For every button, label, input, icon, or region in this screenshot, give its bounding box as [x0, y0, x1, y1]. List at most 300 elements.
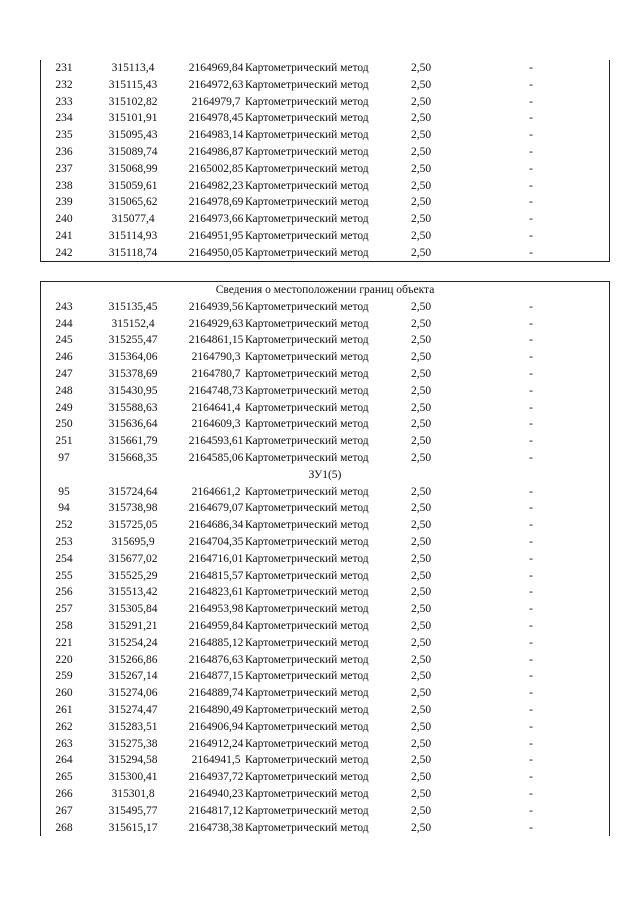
- description-cell: -: [529, 129, 533, 142]
- method-cell: Картометрический метод: [245, 112, 369, 125]
- coord-x-cell: 315113,4: [111, 62, 155, 74]
- coord-y-cell: 2164823,61: [188, 586, 244, 599]
- method-cell: Картометрический метод: [245, 653, 369, 666]
- table-row: [41, 245, 609, 262]
- description-cell: -: [529, 229, 533, 242]
- method-cell: Картометрический метод: [245, 401, 369, 414]
- description-cell: -: [529, 804, 533, 817]
- coord-x-cell: 315291,21: [108, 619, 158, 632]
- coord-y-cell: 2164978,45: [188, 112, 244, 125]
- method-cell: Картометрический метод: [245, 367, 369, 380]
- description-cell: -: [529, 519, 533, 532]
- description-cell: -: [529, 771, 533, 784]
- precision-cell: 2,50: [410, 670, 432, 683]
- table-row: [41, 736, 609, 753]
- coord-y-cell: 2164861,15: [188, 334, 244, 347]
- description-cell: -: [529, 351, 533, 364]
- description-cell: -: [529, 586, 533, 599]
- coord-x-cell: 315738,98: [108, 502, 158, 515]
- table-row: [41, 178, 609, 195]
- method-cell: Картометрический метод: [245, 804, 369, 817]
- coord-y-cell: 2164906,94: [188, 720, 244, 733]
- table-row: [41, 110, 609, 127]
- precision-cell: 2,50: [410, 384, 432, 397]
- method-cell: Картометрический метод: [245, 619, 369, 632]
- method-cell: Картометрический метод: [245, 351, 369, 364]
- description-cell: -: [529, 737, 533, 750]
- table-row: [41, 416, 609, 433]
- precision-cell: 2,50: [410, 636, 432, 649]
- coord-y-cell: 2164885,12: [188, 636, 244, 649]
- table-row: [41, 584, 609, 601]
- precision-cell: 2,50: [410, 179, 432, 192]
- point-number-cell: 238: [55, 179, 73, 192]
- precision-cell: 2,50: [410, 687, 432, 700]
- point-number-cell: 231: [55, 62, 73, 74]
- method-cell: Картометрический метод: [245, 485, 369, 498]
- table-row: [41, 332, 609, 349]
- description-cell: -: [529, 720, 533, 733]
- point-number-cell: 259: [55, 670, 73, 683]
- coord-x-cell: 315275,38: [108, 737, 158, 750]
- table-row: [41, 144, 609, 161]
- precision-cell: 2,50: [410, 95, 432, 108]
- coord-x-cell: 315513,42: [108, 586, 158, 599]
- method-cell: Картометрический метод: [245, 213, 369, 226]
- coord-y-cell: 2164939,56: [188, 300, 244, 313]
- coord-y-cell: 2164983,14: [188, 129, 244, 142]
- precision-cell: 2,50: [410, 502, 432, 515]
- description-cell: -: [529, 703, 533, 716]
- table-row: [41, 161, 609, 178]
- method-cell: Картометрический метод: [245, 129, 369, 142]
- coord-x-cell: 315294,58: [108, 754, 158, 767]
- coord-y-cell: 2164716,01: [188, 552, 244, 565]
- table-row: [41, 719, 609, 736]
- point-number-cell: 256: [55, 586, 73, 599]
- method-cell: Картометрический метод: [245, 703, 369, 716]
- description-cell: -: [529, 670, 533, 683]
- description-cell: -: [529, 636, 533, 649]
- coord-y-cell: 2164982,23: [188, 179, 244, 192]
- boundary-table: [40, 281, 610, 836]
- coord-x-cell: 315677,02: [108, 552, 158, 565]
- coord-x-cell: 315725,05: [108, 519, 158, 532]
- description-cell: -: [529, 418, 533, 431]
- description-cell: -: [529, 300, 533, 313]
- precision-cell: 2,50: [410, 552, 432, 565]
- coord-y-cell: 2164661,2: [191, 485, 241, 498]
- precision-cell: 2,50: [410, 196, 432, 209]
- table-row: [41, 211, 609, 228]
- coord-x-cell: 315525,29: [108, 569, 158, 582]
- precision-cell: 2,50: [410, 112, 432, 125]
- coord-x-cell: 315724,64: [108, 485, 158, 498]
- table-row: [41, 635, 609, 652]
- method-cell: Картометрический метод: [245, 334, 369, 347]
- point-number-cell: 257: [55, 603, 73, 616]
- coord-y-cell: 2164889,74: [188, 687, 244, 700]
- section-title: Сведения о местоположении границ объекта: [215, 284, 435, 296]
- table-row: [41, 127, 609, 144]
- table-body-b: [41, 484, 609, 837]
- table-row: [41, 551, 609, 568]
- table-row: [41, 752, 609, 769]
- description-cell: -: [529, 619, 533, 632]
- coord-y-cell: 2164748,73: [188, 384, 244, 397]
- table-row: [41, 366, 609, 383]
- coord-x-cell: 315267,14: [108, 670, 158, 683]
- coord-x-cell: 315101,91: [108, 112, 158, 125]
- coord-x-cell: 315102,82: [108, 95, 158, 108]
- precision-cell: 2,50: [410, 367, 432, 380]
- coord-x-cell: 315668,35: [108, 451, 158, 464]
- subsection-title: ЗУ1(5): [308, 468, 342, 481]
- precision-cell: 2,50: [410, 334, 432, 347]
- point-number-cell: 248: [55, 384, 73, 397]
- point-number-cell: 263: [55, 737, 73, 750]
- coord-y-cell: 2164940,23: [188, 787, 244, 800]
- method-cell: Картометрический метод: [245, 502, 369, 515]
- coord-x-cell: 315152,4: [111, 317, 155, 330]
- precision-cell: 2,50: [410, 569, 432, 582]
- coord-x-cell: 315615,17: [108, 821, 158, 834]
- method-cell: Картометрический метод: [245, 519, 369, 532]
- table-row: [41, 299, 609, 316]
- precision-cell: 2,50: [410, 162, 432, 175]
- coord-y-cell: 2164973,66: [188, 213, 244, 226]
- coord-x-cell: 315059,61: [108, 179, 158, 192]
- method-cell: Картометрический метод: [245, 754, 369, 767]
- point-number-cell: 262: [55, 720, 73, 733]
- table-row: [41, 450, 609, 467]
- point-number-cell: 251: [55, 435, 73, 448]
- coord-y-cell: 2164979,7: [191, 95, 241, 108]
- method-cell: Картометрический метод: [245, 603, 369, 616]
- description-cell: -: [529, 62, 533, 74]
- description-cell: -: [529, 145, 533, 158]
- description-cell: -: [529, 485, 533, 498]
- coord-y-cell: 2164817,12: [188, 804, 244, 817]
- table-row: [41, 60, 609, 77]
- point-number-cell: 239: [55, 196, 73, 209]
- point-number-cell: 95: [58, 485, 70, 498]
- coord-x-cell: 315283,51: [108, 720, 158, 733]
- coord-y-cell: 2164953,98: [188, 603, 244, 616]
- point-number-cell: 221: [55, 636, 73, 649]
- method-cell: Картометрический метод: [245, 737, 369, 750]
- coord-y-cell: 2164609,3: [191, 418, 241, 431]
- point-number-cell: 235: [55, 129, 73, 142]
- coord-y-cell: 2164912,24: [188, 737, 244, 750]
- table-row: [41, 601, 609, 618]
- method-cell: Картометрический метод: [245, 552, 369, 565]
- coord-y-cell: 2164959,84: [188, 619, 244, 632]
- method-cell: Картометрический метод: [245, 384, 369, 397]
- precision-cell: 2,50: [410, 787, 432, 800]
- description-cell: -: [529, 569, 533, 582]
- table-row: [41, 685, 609, 702]
- description-cell: -: [529, 451, 533, 464]
- coord-x-cell: 315068,99: [108, 162, 158, 175]
- table-row: [41, 786, 609, 803]
- precision-cell: 2,50: [410, 229, 432, 242]
- coord-y-cell: 2164780,7: [191, 367, 241, 380]
- coord-x-cell: 315305,84: [108, 603, 158, 616]
- point-number-cell: 244: [55, 317, 73, 330]
- description-cell: -: [529, 213, 533, 226]
- description-cell: -: [529, 112, 533, 125]
- coord-x-cell: 315266,86: [108, 653, 158, 666]
- coord-x-cell: 315135,45: [108, 300, 158, 313]
- coord-x-cell: 315301,8: [111, 787, 155, 800]
- precision-cell: 2,50: [410, 519, 432, 532]
- point-number-cell: 261: [55, 703, 73, 716]
- coord-x-cell: 315114,93: [108, 229, 158, 242]
- precision-cell: 2,50: [410, 418, 432, 431]
- method-cell: Картометрический метод: [245, 720, 369, 733]
- point-number-cell: 265: [55, 771, 73, 784]
- precision-cell: 2,50: [410, 619, 432, 632]
- coord-x-cell: 315118,74: [108, 246, 158, 259]
- method-cell: Картометрический метод: [245, 196, 369, 209]
- precision-cell: 2,50: [410, 535, 432, 548]
- coord-y-cell: 2164738,38: [188, 821, 244, 834]
- coord-x-cell: 315065,62: [108, 196, 158, 209]
- precision-cell: 2,50: [410, 737, 432, 750]
- method-cell: Картометрический метод: [245, 62, 369, 74]
- coord-y-cell: 2164937,72: [188, 771, 244, 784]
- point-number-cell: 240: [55, 213, 73, 226]
- method-cell: Картометрический метод: [245, 145, 369, 158]
- coord-y-cell: 2164790,3: [191, 351, 241, 364]
- coord-y-cell: 2164876,63: [188, 653, 244, 666]
- coord-x-cell: 315115,43: [108, 78, 158, 91]
- coord-x-cell: 315300,41: [108, 771, 158, 784]
- coord-x-cell: 315255,47: [108, 334, 158, 347]
- method-cell: Картометрический метод: [245, 821, 369, 834]
- description-cell: -: [529, 687, 533, 700]
- point-number-cell: 266: [55, 787, 73, 800]
- table-row: [41, 349, 609, 366]
- precision-cell: 2,50: [410, 62, 432, 74]
- table-row: [41, 568, 609, 585]
- coordinates-table-continued: [40, 60, 610, 262]
- point-number-cell: 237: [55, 162, 73, 175]
- description-cell: -: [529, 196, 533, 209]
- point-number-cell: 268: [55, 821, 73, 834]
- method-cell: Картометрический метод: [245, 246, 369, 259]
- point-number-cell: 258: [55, 619, 73, 632]
- table-row: [41, 668, 609, 685]
- description-cell: -: [529, 367, 533, 380]
- coord-y-cell: 2164978,69: [188, 196, 244, 209]
- table-body-a: [41, 299, 609, 467]
- coord-x-cell: 315364,06: [108, 351, 158, 364]
- method-cell: Картометрический метод: [245, 179, 369, 192]
- table-row: [41, 484, 609, 501]
- method-cell: Картометрический метод: [245, 771, 369, 784]
- method-cell: Картометрический метод: [245, 300, 369, 313]
- table-row: [41, 534, 609, 551]
- point-number-cell: 260: [55, 687, 73, 700]
- point-number-cell: 246: [55, 351, 73, 364]
- table-row: [41, 77, 609, 94]
- description-cell: -: [529, 162, 533, 175]
- method-cell: Картометрический метод: [245, 569, 369, 582]
- precision-cell: 2,50: [410, 435, 432, 448]
- precision-cell: 2,50: [410, 703, 432, 716]
- precision-cell: 2,50: [410, 129, 432, 142]
- method-cell: Картометрический метод: [245, 787, 369, 800]
- description-cell: -: [529, 334, 533, 347]
- precision-cell: 2,50: [410, 754, 432, 767]
- table-row: [41, 94, 609, 111]
- description-cell: -: [529, 384, 533, 397]
- point-number-cell: 245: [55, 334, 73, 347]
- point-number-cell: 255: [55, 569, 73, 582]
- precision-cell: 2,50: [410, 78, 432, 91]
- table-row: [41, 618, 609, 635]
- description-cell: -: [529, 435, 533, 448]
- method-cell: Картометрический метод: [245, 78, 369, 91]
- coord-y-cell: 2164986,87: [188, 145, 244, 158]
- coord-y-cell: 2164641,4: [191, 401, 241, 414]
- description-cell: -: [529, 787, 533, 800]
- precision-cell: 2,50: [410, 351, 432, 364]
- point-number-cell: 236: [55, 145, 73, 158]
- point-number-cell: 97: [58, 451, 70, 464]
- coord-y-cell: 2164593,61: [188, 435, 244, 448]
- table-body-top: [41, 60, 609, 262]
- coord-y-cell: 2164890,49: [188, 703, 244, 716]
- precision-cell: 2,50: [410, 401, 432, 414]
- method-cell: Картометрический метод: [245, 535, 369, 548]
- table-row: [41, 500, 609, 517]
- coord-x-cell: 315378,69: [108, 367, 158, 380]
- description-cell: -: [529, 317, 533, 330]
- point-number-cell: 243: [55, 300, 73, 313]
- precision-cell: 2,50: [410, 213, 432, 226]
- coord-y-cell: 2164679,07: [188, 502, 244, 515]
- point-number-cell: 242: [55, 246, 73, 259]
- description-cell: -: [529, 552, 533, 565]
- coord-y-cell: 2164815,57: [188, 569, 244, 582]
- point-number-cell: 220: [55, 653, 73, 666]
- coord-x-cell: 315274,47: [108, 703, 158, 716]
- precision-cell: 2,50: [410, 485, 432, 498]
- description-cell: -: [529, 821, 533, 834]
- table-row: [41, 194, 609, 211]
- method-cell: Картометрический метод: [245, 451, 369, 464]
- description-cell: -: [529, 502, 533, 515]
- point-number-cell: 232: [55, 78, 73, 91]
- precision-cell: 2,50: [410, 804, 432, 817]
- point-number-cell: 249: [55, 401, 73, 414]
- coord-x-cell: 315661,79: [108, 435, 158, 448]
- coord-y-cell: 2164585,06: [188, 451, 244, 464]
- point-number-cell: 241: [55, 229, 73, 242]
- coord-x-cell: 315089,74: [108, 145, 158, 158]
- coord-y-cell: 2164877,15: [188, 670, 244, 683]
- table-row: [41, 820, 609, 837]
- point-number-cell: 264: [55, 754, 73, 767]
- coord-x-cell: 315430,95: [108, 384, 158, 397]
- method-cell: Картометрический метод: [245, 418, 369, 431]
- method-cell: Картометрический метод: [245, 687, 369, 700]
- coord-y-cell: 2165002,85: [188, 162, 244, 175]
- coord-y-cell: 2164950,05: [188, 246, 244, 259]
- table-row: [41, 228, 609, 245]
- coord-x-cell: 315254,24: [108, 636, 158, 649]
- description-cell: -: [529, 246, 533, 259]
- table-row: [41, 433, 609, 450]
- coord-x-cell: 315077,4: [111, 213, 155, 226]
- coord-x-cell: 315495,77: [108, 804, 158, 817]
- coord-y-cell: 2164972,63: [188, 78, 244, 91]
- point-number-cell: 234: [55, 112, 73, 125]
- coord-y-cell: 2164969,84: [188, 62, 244, 74]
- precision-cell: 2,50: [410, 603, 432, 616]
- table-row: [41, 702, 609, 719]
- point-number-cell: 94: [58, 502, 70, 515]
- description-cell: -: [529, 179, 533, 192]
- description-cell: -: [529, 78, 533, 91]
- description-cell: -: [529, 603, 533, 616]
- coord-y-cell: 2164941,5: [191, 754, 241, 767]
- table-row: [41, 316, 609, 333]
- coord-x-cell: 315695,9: [111, 535, 155, 548]
- point-number-cell: 247: [55, 367, 73, 380]
- method-cell: Картометрический метод: [245, 317, 369, 330]
- precision-cell: 2,50: [410, 300, 432, 313]
- description-cell: -: [529, 754, 533, 767]
- precision-cell: 2,50: [410, 145, 432, 158]
- table-row: [41, 803, 609, 820]
- precision-cell: 2,50: [410, 246, 432, 259]
- table-row: [41, 769, 609, 786]
- method-cell: Картометрический метод: [245, 670, 369, 683]
- method-cell: Картометрический метод: [245, 586, 369, 599]
- table-row: [41, 517, 609, 534]
- coord-x-cell: 315588,63: [108, 401, 158, 414]
- method-cell: Картометрический метод: [245, 95, 369, 108]
- precision-cell: 2,50: [410, 720, 432, 733]
- coord-x-cell: 315095,43: [108, 129, 158, 142]
- coord-y-cell: 2164704,35: [188, 535, 244, 548]
- description-cell: -: [529, 401, 533, 414]
- description-cell: -: [529, 535, 533, 548]
- precision-cell: 2,50: [410, 653, 432, 666]
- method-cell: Картометрический метод: [245, 435, 369, 448]
- table-row: [41, 652, 609, 669]
- precision-cell: 2,50: [410, 317, 432, 330]
- table-row: [41, 400, 609, 417]
- precision-cell: 2,50: [410, 771, 432, 784]
- method-cell: Картометрический метод: [245, 636, 369, 649]
- coord-x-cell: 315274,06: [108, 687, 158, 700]
- precision-cell: 2,50: [410, 451, 432, 464]
- table-row: [41, 383, 609, 400]
- coord-x-cell: 315636,64: [108, 418, 158, 431]
- coord-y-cell: 2164929,63: [188, 317, 244, 330]
- method-cell: Картометрический метод: [245, 229, 369, 242]
- point-number-cell: 233: [55, 95, 73, 108]
- description-cell: -: [529, 653, 533, 666]
- coord-y-cell: 2164951,95: [188, 229, 244, 242]
- point-number-cell: 252: [55, 519, 73, 532]
- point-number-cell: 253: [55, 535, 73, 548]
